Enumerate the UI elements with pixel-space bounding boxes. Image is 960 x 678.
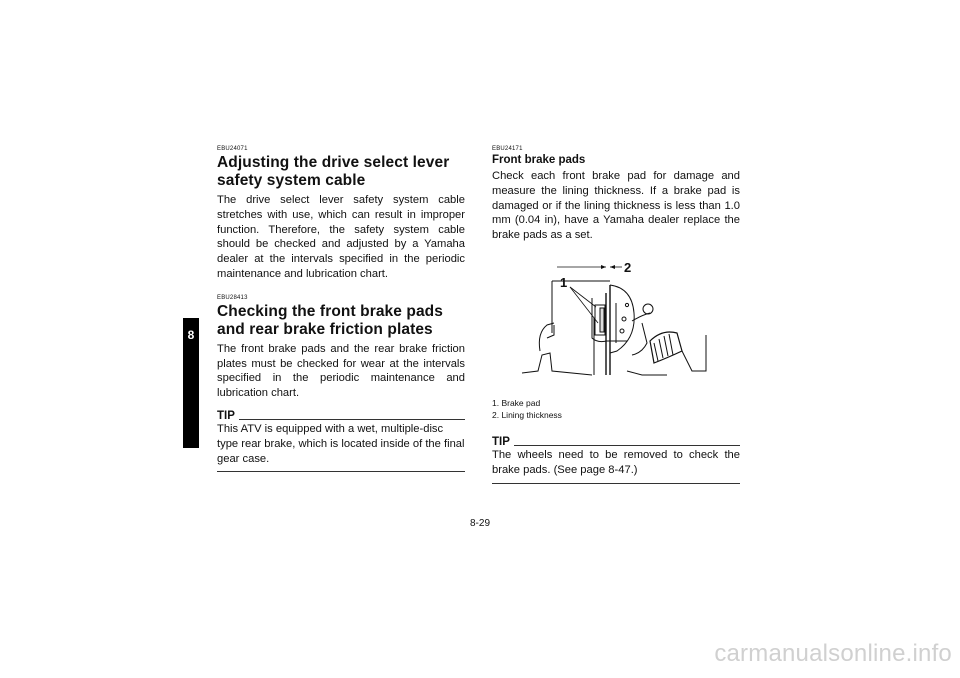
section-code: EBU24171 <box>492 146 523 152</box>
tip-end-rule <box>492 483 740 484</box>
tip-label: TIP <box>492 435 510 448</box>
tip-header <box>492 436 740 448</box>
caption-lining-thickness: 2. Lining thickness <box>492 410 562 421</box>
section-title: Checking the front brake pads and rear brake friction plates <box>217 302 443 338</box>
left-column <box>217 146 465 472</box>
section-code: EBU28413 <box>217 294 248 301</box>
figure-captions <box>492 397 740 422</box>
tip-box <box>217 410 465 472</box>
chapter-tab <box>183 318 199 448</box>
tip-text: This ATV is equipped with a wet, multiple-disc type rear brake, which is located inside of the final gear case. <box>217 422 465 465</box>
section-title: Adjusting the drive select lever safety system cable <box>217 154 450 189</box>
page-number: 8-29 <box>469 518 490 529</box>
section-body: The drive select lever safety system cable stretches with use, which can result in improper function. Therefore, the safety system cable should be checked and adjusted by a Yamaha dealer at the intervals specified in the periodic maintenance and lubrication chart. <box>217 194 465 280</box>
right-column <box>492 146 740 484</box>
callout-2: 2 <box>624 262 632 275</box>
watermark: carmanualsonline.info <box>714 640 952 667</box>
section-title: Front brake pads <box>492 154 586 166</box>
callout-1: 1 <box>560 274 568 290</box>
caption-brake-pad: 1. Brake pad <box>492 397 541 408</box>
tip-header <box>217 410 465 422</box>
tip-box <box>492 436 740 484</box>
tip-end-rule <box>217 471 465 472</box>
brake-caliper-drawing <box>492 263 742 393</box>
brake-pad-illustration <box>492 263 742 393</box>
tip-rule <box>239 419 465 420</box>
section-body: Check each front brake pad for damage and measure the lining thickness. If a brake pad is damaged or if the lining thickness is less than 1.0 mm (0.04 in), have a Yamaha dealer replace the brake pads as a set. <box>492 170 740 242</box>
tip-label: TIP <box>217 409 235 422</box>
tip-text: The wheels need to be removed to check the brake pads. (See page 8-47.) <box>492 448 740 476</box>
tip-rule <box>514 445 740 446</box>
chapter-tab-number: 8 <box>187 328 195 342</box>
section-body: The front brake pads and the rear brake friction plates must be checked for wear at the intervals specified in the periodic maintenance and lubrication chart. <box>217 342 465 400</box>
section-code: EBU24071 <box>217 146 248 152</box>
